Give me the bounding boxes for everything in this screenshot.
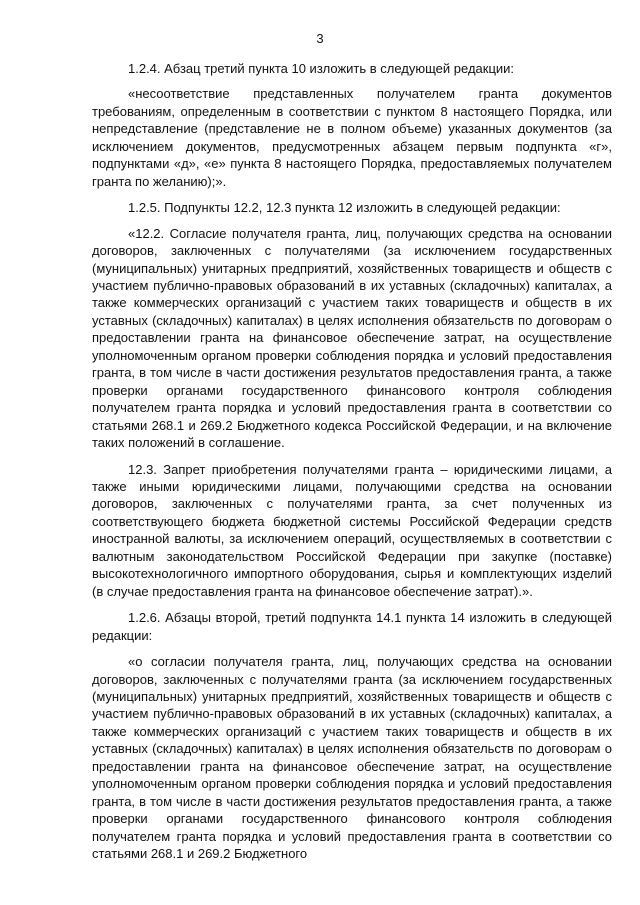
paragraph-12-2: «12.2. Согласие получателя гранта, лиц, получающих средства на основании договоров, заключенных с получателями (за исключением государственных (муниципальных) унитарных предприятий, хозяйственных товариществ и обществ с участием публично-правовых образований в их уставных (складочных) капиталах, а также коммерческих организаций с участием таких товариществ и обществ в их уставных (складочных) капиталах) в целях исполнения обязательств по договорам о предоставлении гранта на финансовое обеспечение затрат, на осуществление уполномоченным органом проверки соблюдения порядка и условий предоставления гранта, в том числе в части достижения результатов предоставления гранта, а также проверки органами государственного финансового контроля соблюдения получателем гранта порядка и условий предоставления гранта в соответствии со статьями 268.1 и 269.2 Бюджетного кодекса Российской Федерации, и на включение таких положений в соглашение. <box>92 225 612 451</box>
paragraph-12-3: 12.3. Запрет приобретения получателями гранта – юридическими лицами, а также иными юридическими лицами, получающими средства на основании договоров, заключенных с получателями гранта, за счет полученных из соответствующего бюджета бюджетной системы Российской Федерации средств иностранной валюты, за исключением операций, осуществляемых в соответствии с валютным законодательством Российской Федерации при закупке (поставке) высокотехнологичного импортного оборудования, сырья и комплектующих изделий (в случае предоставления гранта на финансовое обеспечение затрат).». <box>92 461 612 599</box>
paragraph-1-2-4: 1.2.4. Абзац третий пункта 10 изложить в следующей редакции: <box>128 61 515 76</box>
paragraph-1-2-6: 1.2.6. Абзацы второй, третий подпункта 14.1 пункта 14 изложить в следующей редакции: <box>92 610 612 643</box>
paragraph-1-2-5: 1.2.5. Подпункты 12.2, 12.3 пункта 12 изложить в следующей редакции: <box>128 200 561 216</box>
paragraph-quote-10: «несоответствие представленных получателем гранта документов требованиям, определенным в соответствии с пунктом 8 настоящего Порядка, или непредставление (представление не в полном объеме) указанных документов (за исключением документов, предусмотренных абзацем первым подпункта «г», подпунктами «д», «е» пункта 8 настоящего Порядка, предоставляемых получателем гранта по желанию);». <box>92 86 612 189</box>
page-number: 3 <box>316 31 324 46</box>
paragraph-quote-14-1: «о согласии получателя гранта, лиц, получающих средства на основании договоров, заключенных с получателями гранта (за исключением государственных (муниципальных) унитарных предприятий, хозяйственных товариществ и обществ с участием публично-правовых образований в их уставных (складочных) капиталах, а также коммерческих организаций с участием таких товариществ и обществ в их уставных (складочных) капиталах) в целях исполнения обязательств по договорам о предоставлении гранта на финансовое обеспечение затрат, на осуществление уполномоченным органом проверки соблюдения порядка и условий предоставления гранта, в том числе в части достижения результатов предоставления гранта, а также проверки органами государственного финансового контроля соблюдения получателем гранта порядка и условий предоставления гранта в соответствии со статьями 268.1 и 269.2 Бюджетного <box>92 654 612 862</box>
document-body <box>92 60 612 871</box>
